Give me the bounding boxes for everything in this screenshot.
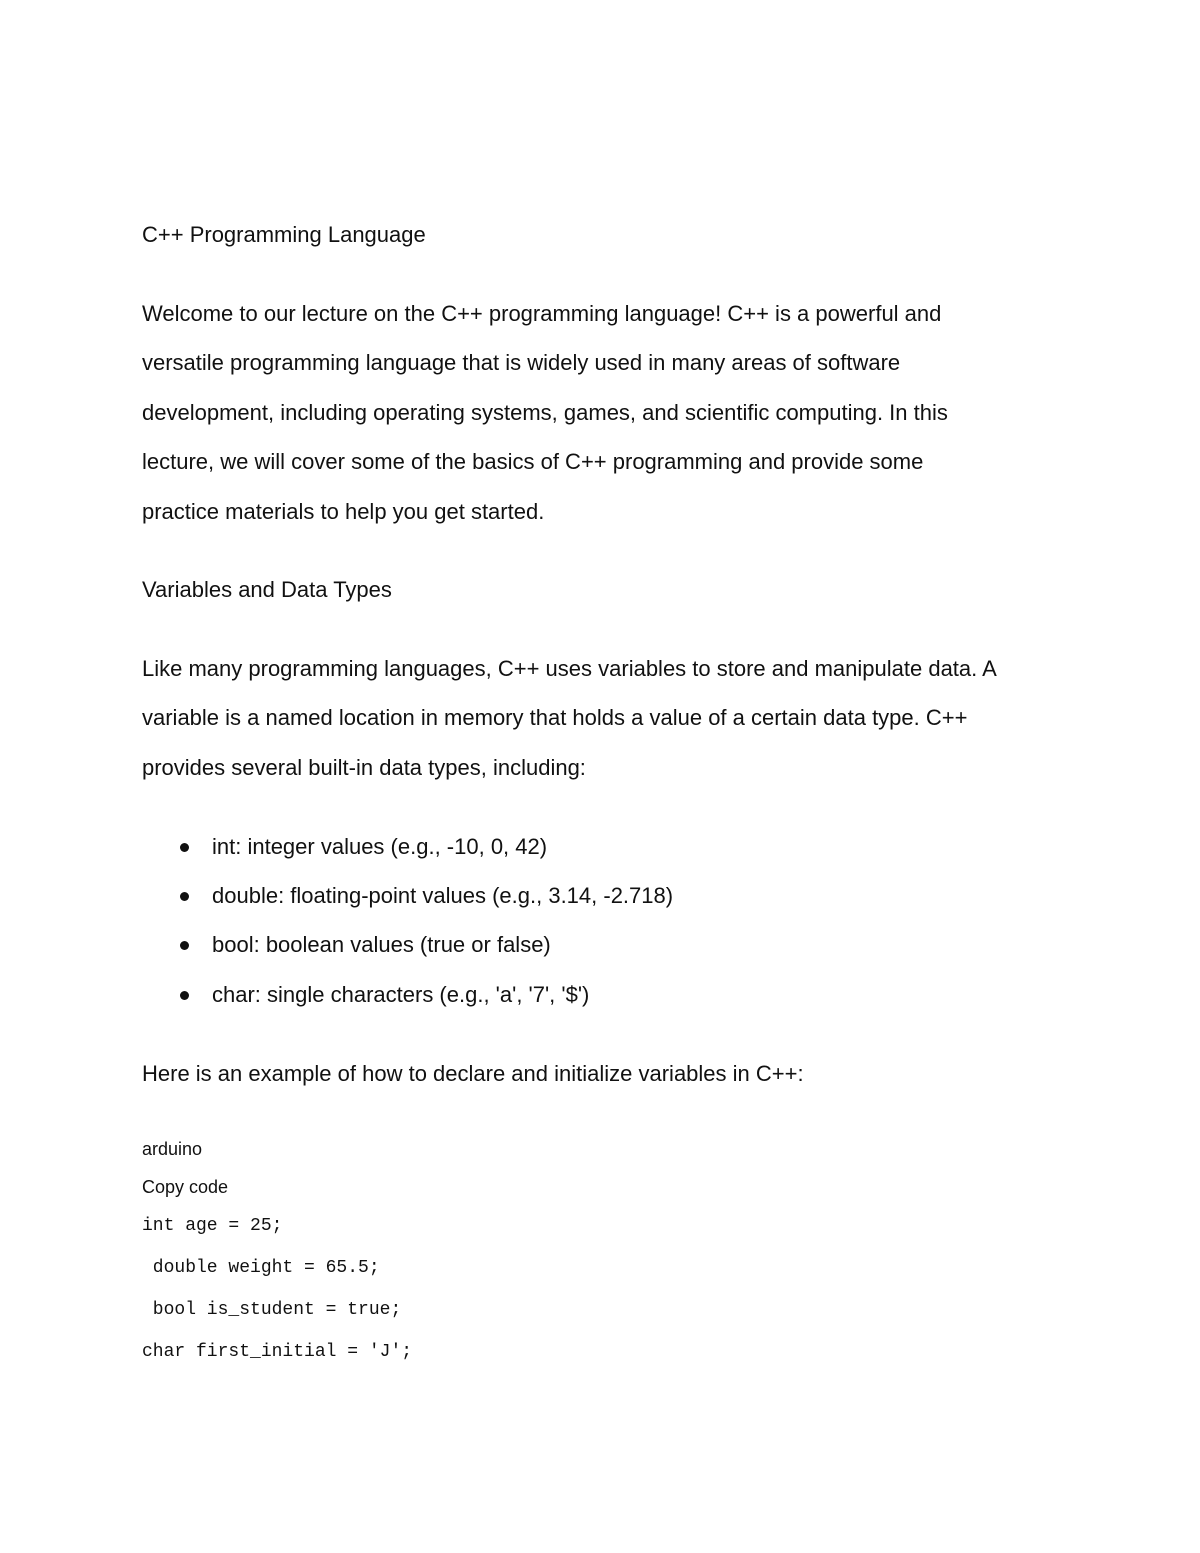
intro-line: versatile programming language that is widely used in many areas of software [142, 350, 901, 375]
intro-line: Welcome to our lecture on the C++ programming language! C++ is a powerful and [142, 301, 942, 326]
example-intro: Here is an example of how to declare and initialize variables in C++: [142, 1061, 804, 1086]
code-line: double weight = 65.5; [142, 1258, 380, 1278]
bullet-icon [180, 843, 189, 852]
list-item-text: char: single characters (e.g., 'a', '7', '$') [212, 982, 590, 1007]
list-item-text: int: integer values (e.g., -10, 0, 42) [212, 834, 548, 859]
code-line: bool is_student = true; [142, 1300, 402, 1320]
bullet-icon [180, 991, 189, 1000]
code-line: char first_initial = 'J'; [142, 1342, 413, 1362]
code-language-label: arduino [142, 1139, 203, 1159]
section-heading: Variables and Data Types [142, 577, 392, 602]
copy-code-button[interactable]: Copy code [142, 1177, 229, 1197]
bullet-icon [180, 941, 189, 950]
bullet-icon [180, 892, 189, 901]
section-line: variable is a named location in memory that holds a value of a certain data type. C++ [142, 705, 968, 730]
section-line: provides several built-in data types, including: [142, 755, 586, 780]
section-line: Like many programming languages, C++ uses variables to store and manipulate data. A [142, 656, 997, 681]
list-item-text: double: floating-point values (e.g., 3.14, -2.718) [212, 883, 674, 908]
intro-line: practice materials to help you get started. [142, 499, 545, 524]
intro-line: development, including operating systems, games, and scientific computing. In this [142, 400, 948, 425]
list-item-text: bool: boolean values (true or false) [212, 932, 551, 957]
intro-line: lecture, we will cover some of the basics of C++ programming and provide some [142, 449, 924, 474]
code-line: int age = 25; [142, 1216, 283, 1236]
document-title: C++ Programming Language [142, 222, 426, 247]
